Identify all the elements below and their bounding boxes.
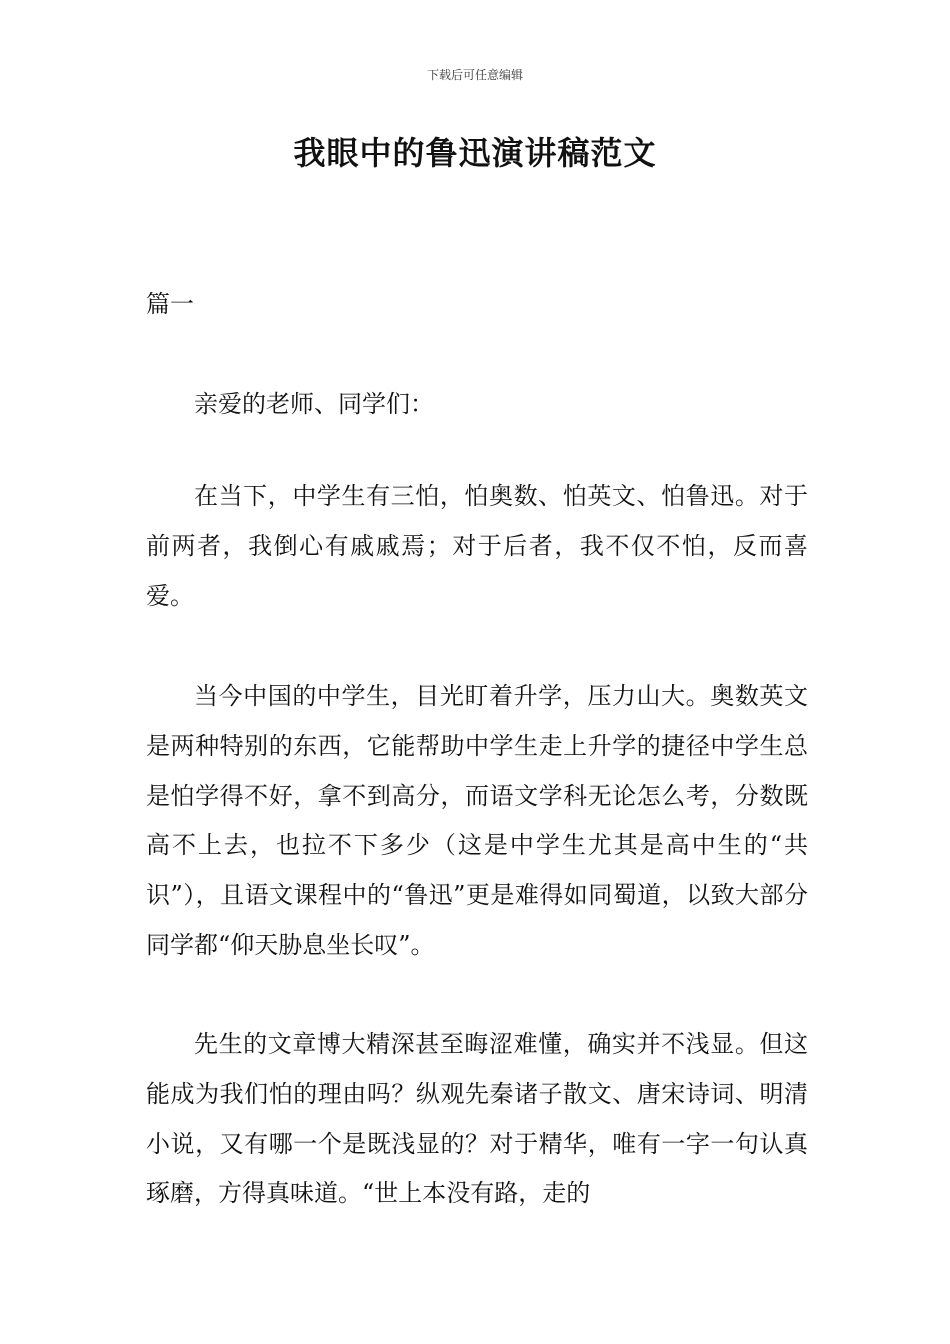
document-title: 我眼中的鲁迅演讲稿范文 — [293, 134, 657, 172]
header-note: 下载后可任意编辑 — [426, 68, 523, 82]
body-paragraph: 先生的文章博大精深甚至晦涩难懂，确实并不浅显。但这能成为我们怕的理由吗？纵观先秦诸子散文、唐宋诗词、明清小说，又有哪一个是既浅显的？对于精华，唯有一字一句认真琢磨，方得真味道。“世上本没有路，走的 — [146, 1030, 808, 1208]
salutation-paragraph: 亲爱的老师、同学们： — [194, 390, 434, 418]
body-paragraph: 当今中国的中学生，目光盯着升学，压力山大。奥数英文是两种特别的东西，它能帮助中学生走上升学的捷径中学生总是怕学得不好，拿不到高分，而语文学科无论怎么考，分数既高不上去，也拉不下多少（这是中学生尤其是高中生的“共识”），且语文课程中的“鲁迅”更是难得如同蜀道，以致大部分同学都“仰天胁息坐长叹”。 — [146, 682, 808, 959]
body-paragraph: 在当下，中学生有三怕，怕奥数、怕英文、怕鲁迅。对于前两者，我倒心有戚戚焉；对于后者，我不仅不怕，反而喜爱。 — [146, 482, 808, 610]
section-label: 篇一 — [146, 290, 194, 318]
